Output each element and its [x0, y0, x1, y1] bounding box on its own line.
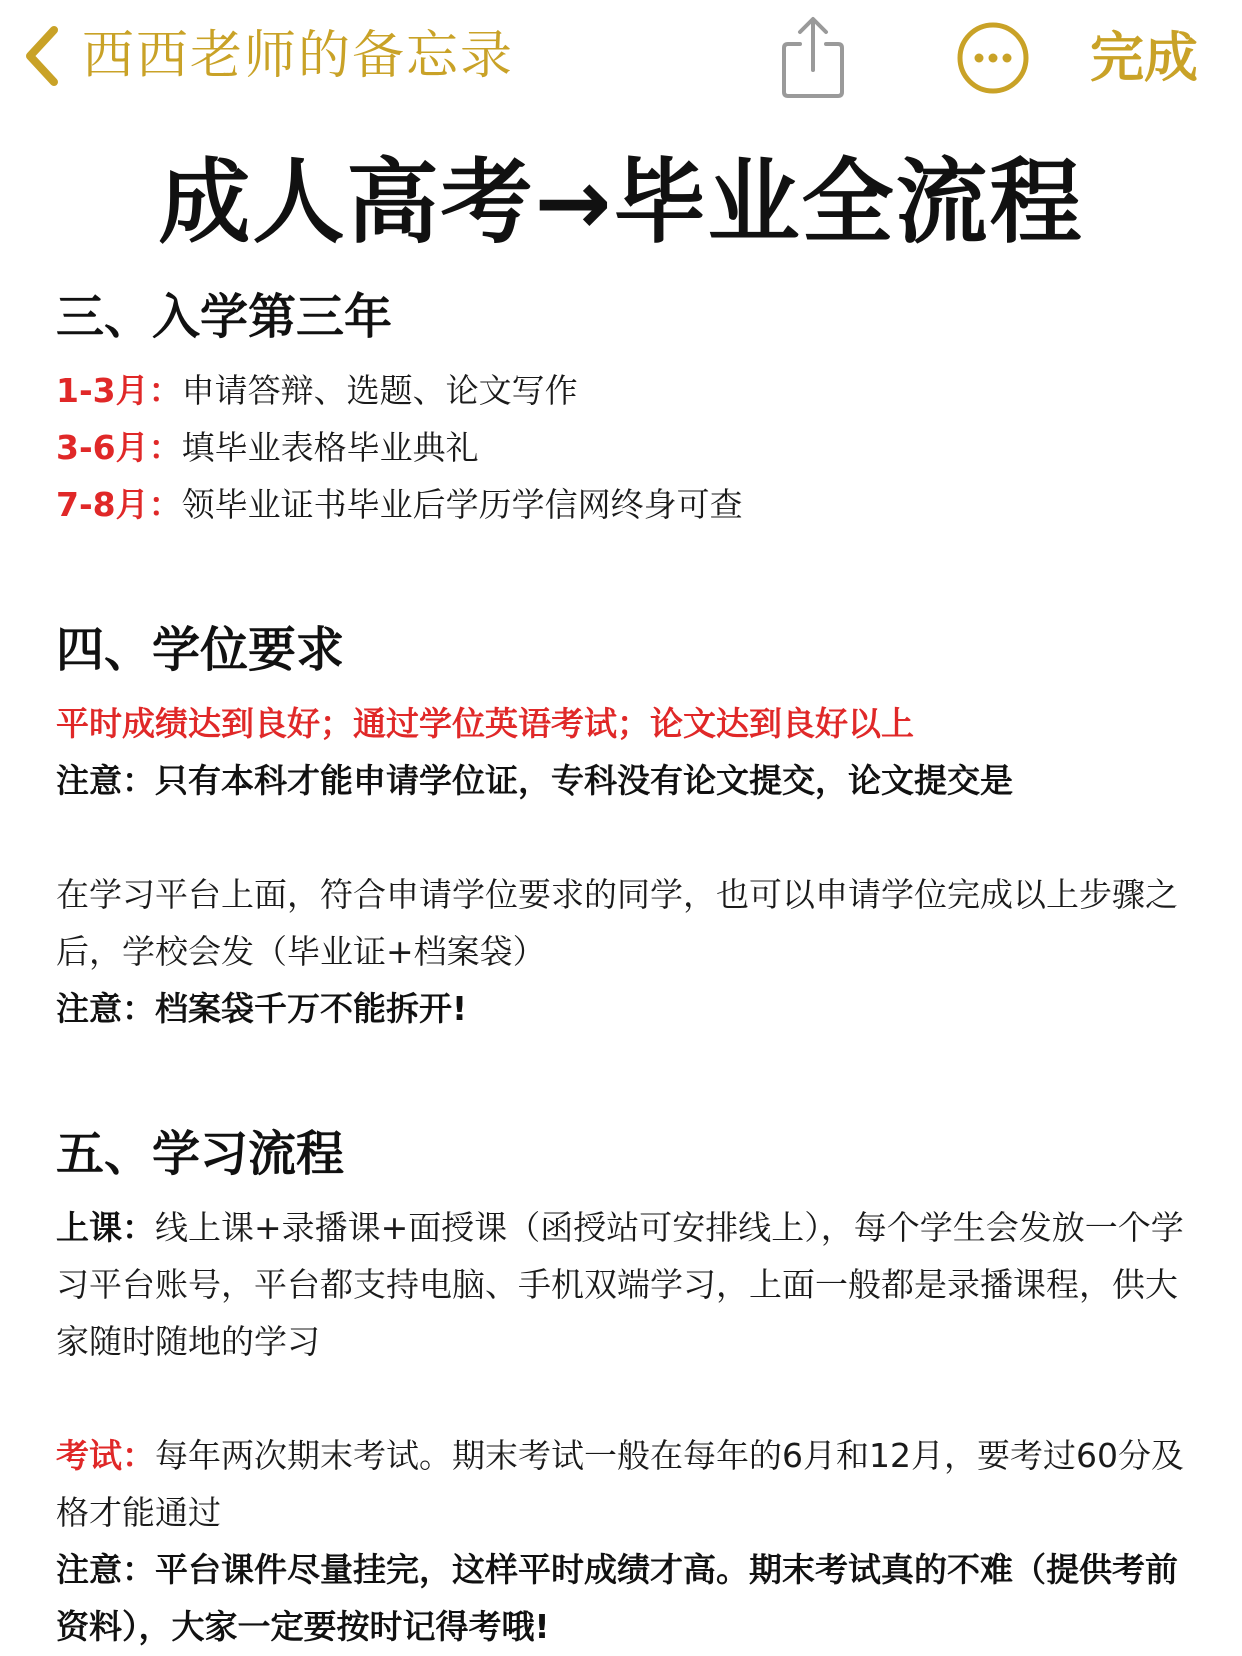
- nav-bar: [0, 0, 1242, 112]
- back-button[interactable]: [22, 16, 514, 96]
- spacer: [56, 1370, 1206, 1427]
- list-item: [56, 362, 1206, 419]
- class-paragraph: [56, 1199, 1206, 1370]
- body-paragraph: 在学习平台上面，符合申请学位要求的同学，也可以申请学位完成以上步骤之后，学校会发（毕业证+档案袋）: [56, 875, 1178, 971]
- chevron-left-icon: [22, 24, 62, 88]
- class-text: 线上课+录播课+面授课（函授站可安排线上），每个学生会发放一个学习平台账号，平台都支持电脑、手机双端学习，上面一般都是录播课程，供大家随时随地的学习: [56, 1208, 1184, 1361]
- back-label: 西西老师的备忘录: [82, 26, 515, 86]
- month-label: 7-8月：: [56, 485, 182, 524]
- spacer: [56, 352, 1206, 362]
- note-body[interactable]: [56, 282, 1206, 1655]
- more-button[interactable]: [955, 20, 1031, 96]
- note-title: 成人高考→毕业全流程: [158, 149, 1084, 256]
- item-text: 填毕业表格毕业典礼: [181, 428, 479, 467]
- list-item: [56, 419, 1206, 476]
- spacer: [56, 1189, 1206, 1199]
- spacer: [56, 1037, 1206, 1119]
- note-text: 平台课件尽量挂完，这样平时成绩才高。期末考试真的不难（提供考前资料），大家一定要按时记得考哦!: [56, 1550, 1178, 1646]
- more-icon: [955, 81, 1031, 100]
- section-heading: 四、学位要求: [56, 622, 345, 678]
- month-label: 1-3月：: [56, 371, 182, 410]
- note-line: [56, 980, 1206, 1037]
- section-heading: 五、学习流程: [56, 1126, 345, 1182]
- month-label: 3-6月：: [56, 428, 182, 467]
- list-item: [56, 476, 1206, 533]
- spacer: [56, 809, 1206, 866]
- note-line: [56, 752, 1206, 809]
- exam-label: 考试：: [56, 1436, 155, 1475]
- note-text: 档案袋千万不能拆开!: [155, 989, 468, 1028]
- share-icon: [778, 85, 848, 104]
- done-button[interactable]: 完成: [1090, 26, 1198, 89]
- exam-paragraph: [56, 1427, 1206, 1541]
- requirements-text: 平时成绩达到良好；通过学位英语考试；论文达到良好以上: [56, 704, 914, 743]
- class-label: 上课：: [56, 1208, 155, 1247]
- note-text: 只有本科才能申请学位证，专科没有论文提交，论文提交是: [155, 761, 1013, 800]
- item-text: 申请答辩、选题、论文写作: [181, 371, 578, 410]
- share-button[interactable]: [778, 14, 848, 100]
- item-text: 领毕业证书毕业后学历学信网终身可查: [181, 485, 743, 524]
- note-label: 注意：: [56, 761, 155, 800]
- spacer: [56, 533, 1206, 615]
- note-paragraph: [56, 1541, 1206, 1655]
- section-heading: 三、入学第三年: [56, 289, 393, 345]
- note-label: 注意：: [56, 1550, 155, 1589]
- note-label: 注意：: [56, 989, 155, 1028]
- spacer: [56, 685, 1206, 695]
- exam-text: 每年两次期末考试。期末考试一般在每年的6月和12月，要考过60分及格才能通过: [56, 1436, 1184, 1532]
